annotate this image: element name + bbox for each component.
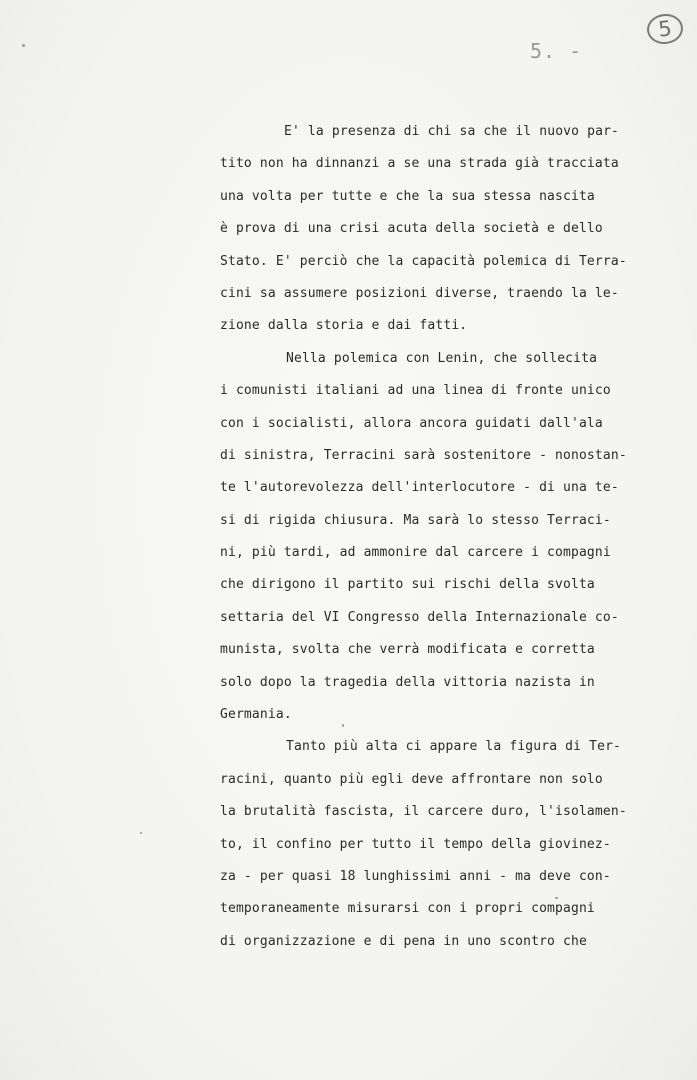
scan-speck (140, 832, 142, 834)
text-line: di organizzazione e di pena in uno scontro che (220, 933, 587, 949)
scan-speck (22, 44, 25, 47)
paragraph-2 (220, 343, 627, 732)
text-line: cini sa assumere posizioni diverse, traendo la le- (220, 285, 619, 301)
text-line: temporaneamente misurarsi con i propri compagni (220, 901, 595, 917)
paragraph-1 (220, 116, 627, 343)
text-line: che dirigono il partito sui rischi della svolta (220, 577, 595, 593)
text-line: E' la presenza di chi sa che il nuovo par- (284, 124, 620, 139)
text-line: racini, quanto più egli deve affrontare non solo (220, 771, 603, 787)
text-line: Stato. E' perciò che la capacità polemica di Terra- (220, 253, 627, 269)
text-line: i comunisti italiani ad una linea di fronte unico (220, 383, 611, 399)
text-line: con i socialisti, allora ancora guidati dall'ala (220, 415, 603, 431)
text-line: di sinistra, Terracini sarà sostenitore - nonostan- (220, 447, 627, 463)
text-line: to, il confino per tutto il tempo della giovinez- (220, 836, 611, 852)
text-line: ni, più tardi, ad ammonire dal carcere i compagni (220, 545, 611, 561)
text-line: zione dalla storia e dai fatti. (220, 318, 468, 334)
text-line: te l'autorevolezza dell'interlocutore - di una te- (220, 480, 619, 496)
text-line: è prova di una crisi acuta della società e dello (220, 221, 603, 237)
body-text (220, 116, 627, 958)
circled-page-number-text: 5 (657, 15, 673, 42)
text-line: Nella polemica con Lenin, che sollecita (286, 350, 598, 366)
text-line: Tanto più alta ci appare la figura di Ter- (286, 739, 622, 755)
typed-page-number: 5. - (530, 39, 583, 63)
text-line: tito non ha dinnanzi a se una strada già tracciata (220, 156, 619, 172)
text-line: munista, svolta che verrà modificata e corretta (220, 642, 595, 658)
text-line: Germania. (220, 707, 292, 723)
text-line: la brutalità fascista, il carcere duro, l'isolamen- (220, 804, 627, 820)
text-line: za - per quasi 18 lunghissimi anni - ma deve con- (220, 868, 611, 884)
text-line: una volta per tutte e che la sua stessa nascita (220, 188, 595, 204)
text-line: solo dopo la tragedia della vittoria nazista in (220, 674, 595, 690)
circled-page-number (646, 12, 685, 46)
text-line: settaria del VI Congresso della Internazionale co- (220, 609, 619, 625)
scan-speck (342, 724, 344, 727)
scan-speck (555, 897, 558, 899)
paragraph-3 (220, 731, 627, 958)
text-line: si di rigida chiusura. Ma sarà lo stesso Terraci- (220, 512, 611, 528)
